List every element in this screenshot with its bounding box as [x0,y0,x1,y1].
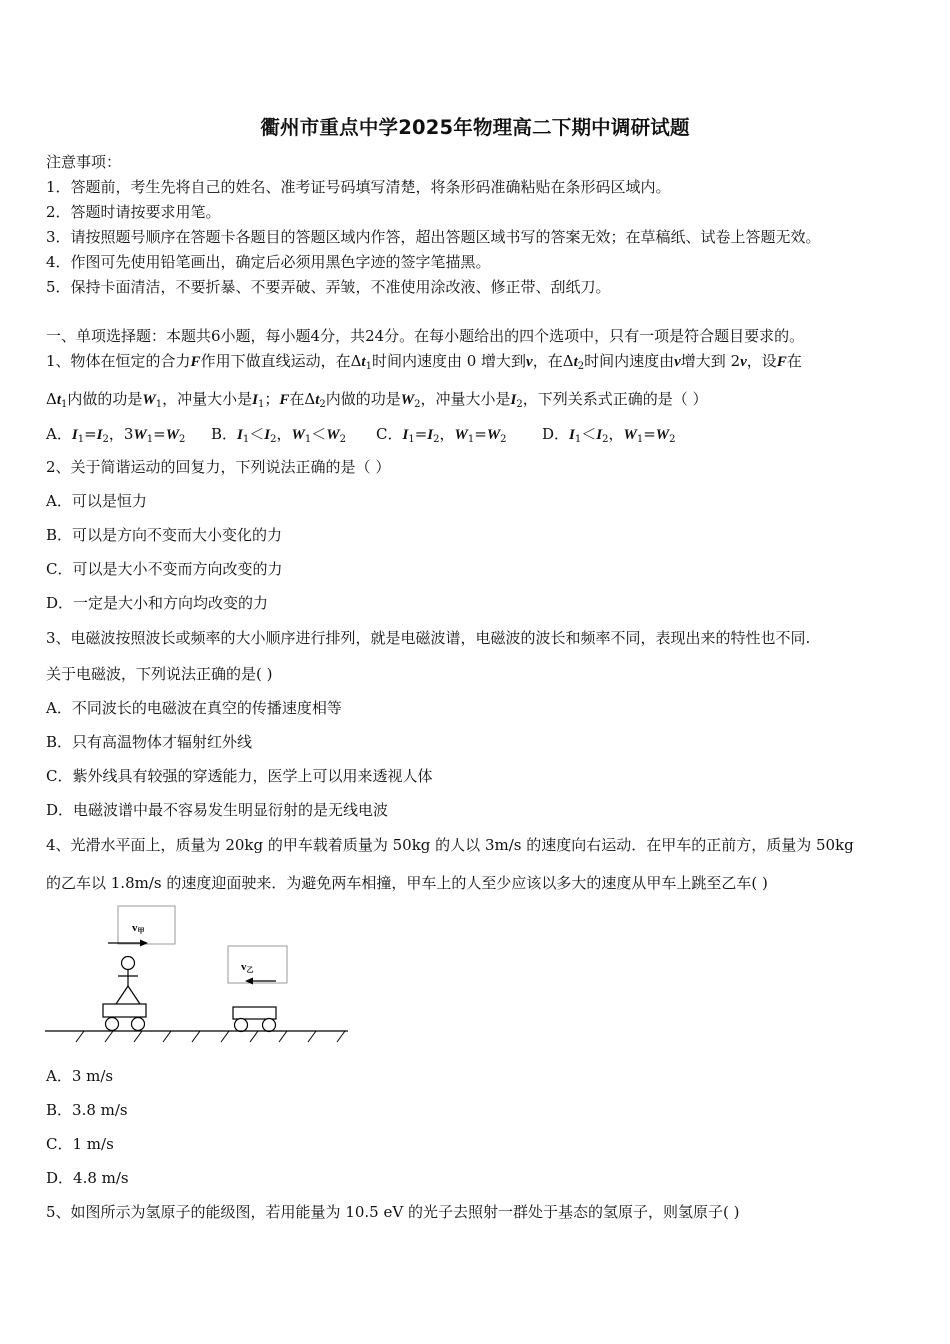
q3-option-a: A．不同波长的电磁波在真空的传播速度相等 [46,699,342,717]
q3-option-b: B．只有高温物体才辐射红外线 [46,733,253,751]
q4-stem-line1: 4、光滑水平面上，质量为 20kg 的甲车载着质量为 50kg 的人以 3m/s 的速度向右运动．在甲车的正前方，质量为 50kg [46,836,854,854]
svg-text:v甲: v甲 [132,922,145,935]
section-heading: 一、单项选择题：本题共6小题，每小题4分，共24分。在每小题给出的四个选项中，只有一项是符合题目要求的。 [46,327,805,345]
q3-stem-line1: 3、电磁波按照波长或频率的大小顺序进行排列，就是电磁波谱，电磁波的波长和频率不同，表现出来的特性也不同. [46,629,811,647]
notice-item-2: 2．答题时请按要求用笔。 [46,203,221,221]
q4-stem-line2: 的乙车以 1.8m/s 的速度迎面驶来．为避免两车相撞，甲车上的人至少应该以多大的速度从甲车上跳至乙车( ) [46,874,768,892]
q2-option-a: A．可以是恒力 [46,492,147,510]
q2-option-b: B．可以是方向不变而大小变化的力 [46,526,283,544]
q3-option-d: D．电磁波谱中最不容易发生明显衍射的是无线电波 [46,801,389,819]
q4-option-a: A．3 m/s [46,1067,114,1085]
cart-jia [103,1004,146,1017]
velocity-box-yi [228,946,287,983]
notice-item-4: 4．作图可先使用铅笔画出，确定后必须用黑色字迹的签字笔描黑。 [46,253,491,271]
q4-option-d: D．4.8 m/s [46,1169,129,1187]
q1-option-d: D．$I_1<I_2$，$W_1=W_2$ [542,425,676,445]
ground-hatching [76,1031,345,1042]
q1-stem-line1: 1、物体在恒定的合力F作用下做直线运动，在$\Delta t_1$时间内速度由 0 增大到v，在$\Delta t_2$时间内速度由v增大到 2v，设F在 [46,352,802,372]
cart-yi [233,1007,276,1019]
q1-options [46,424,676,445]
notice-item-1: 1．答题前，考生先将自己的姓名、准考证号码填写清楚，将条形码准确粘贴在条形码区域内。 [46,178,671,196]
notice-heading: 注意事项： [46,153,122,171]
velocity-box-jia [118,906,175,944]
q2-option-d: D．一定是大小和方向均改变的力 [46,594,269,612]
q2-option-c: C．可以是大小不变而方向改变的力 [46,560,283,578]
page-title: 衢州市重点中学2025年物理高二下期中调研试题 [260,116,690,139]
person-head [122,957,135,970]
svg-text:v乙: v乙 [241,961,254,974]
q5-stem: 5、如图所示为氢原子的能级图，若用能量为 10.5 eV 的光子去照射一群处于基态的氢原子，则氢原子( ) [46,1203,740,1221]
q1-option-a: A．$I_1=I_2$，$3W_1=W_2$ [46,425,186,445]
q4-figure [40,900,360,1050]
q1-option-b: B．$I_1<I_2$，$W_1<W_2$ [211,425,346,445]
notice-item-3: 3．请按照题号顺序在答题卡各题目的答题区域内作答，超出答题区域书写的答案无效；在草稿纸、试卷上答题无效。 [46,228,821,246]
q1-stem-line2: $\Delta t_1$内做的功是$W_1$，冲量大小是$I_1$；F在$\Delta t_2$内做的功是$W_2$，冲量大小是$I_2$，下列关系式正确的是（ ） [46,390,708,410]
q4-option-c: C．1 m/s [46,1135,114,1153]
q1-option-c: C．$I_1=I_2$，$W_1=W_2$ [376,425,507,445]
q3-stem-line2: 关于电磁波，下列说法正确的是( ) [46,665,273,683]
q2-stem: 2、关于简谐运动的回复力，下列说法正确的是（ ） [46,458,391,476]
notice-item-5: 5．保持卡面清洁，不要折暴、不要弄破、弄皱，不准使用涂改液、修正带、刮纸刀。 [46,278,611,296]
q4-option-b: B．3.8 m/s [46,1101,128,1119]
q3-option-c: C．紫外线具有较强的穿透能力，医学上可以用来透视人体 [46,767,433,785]
